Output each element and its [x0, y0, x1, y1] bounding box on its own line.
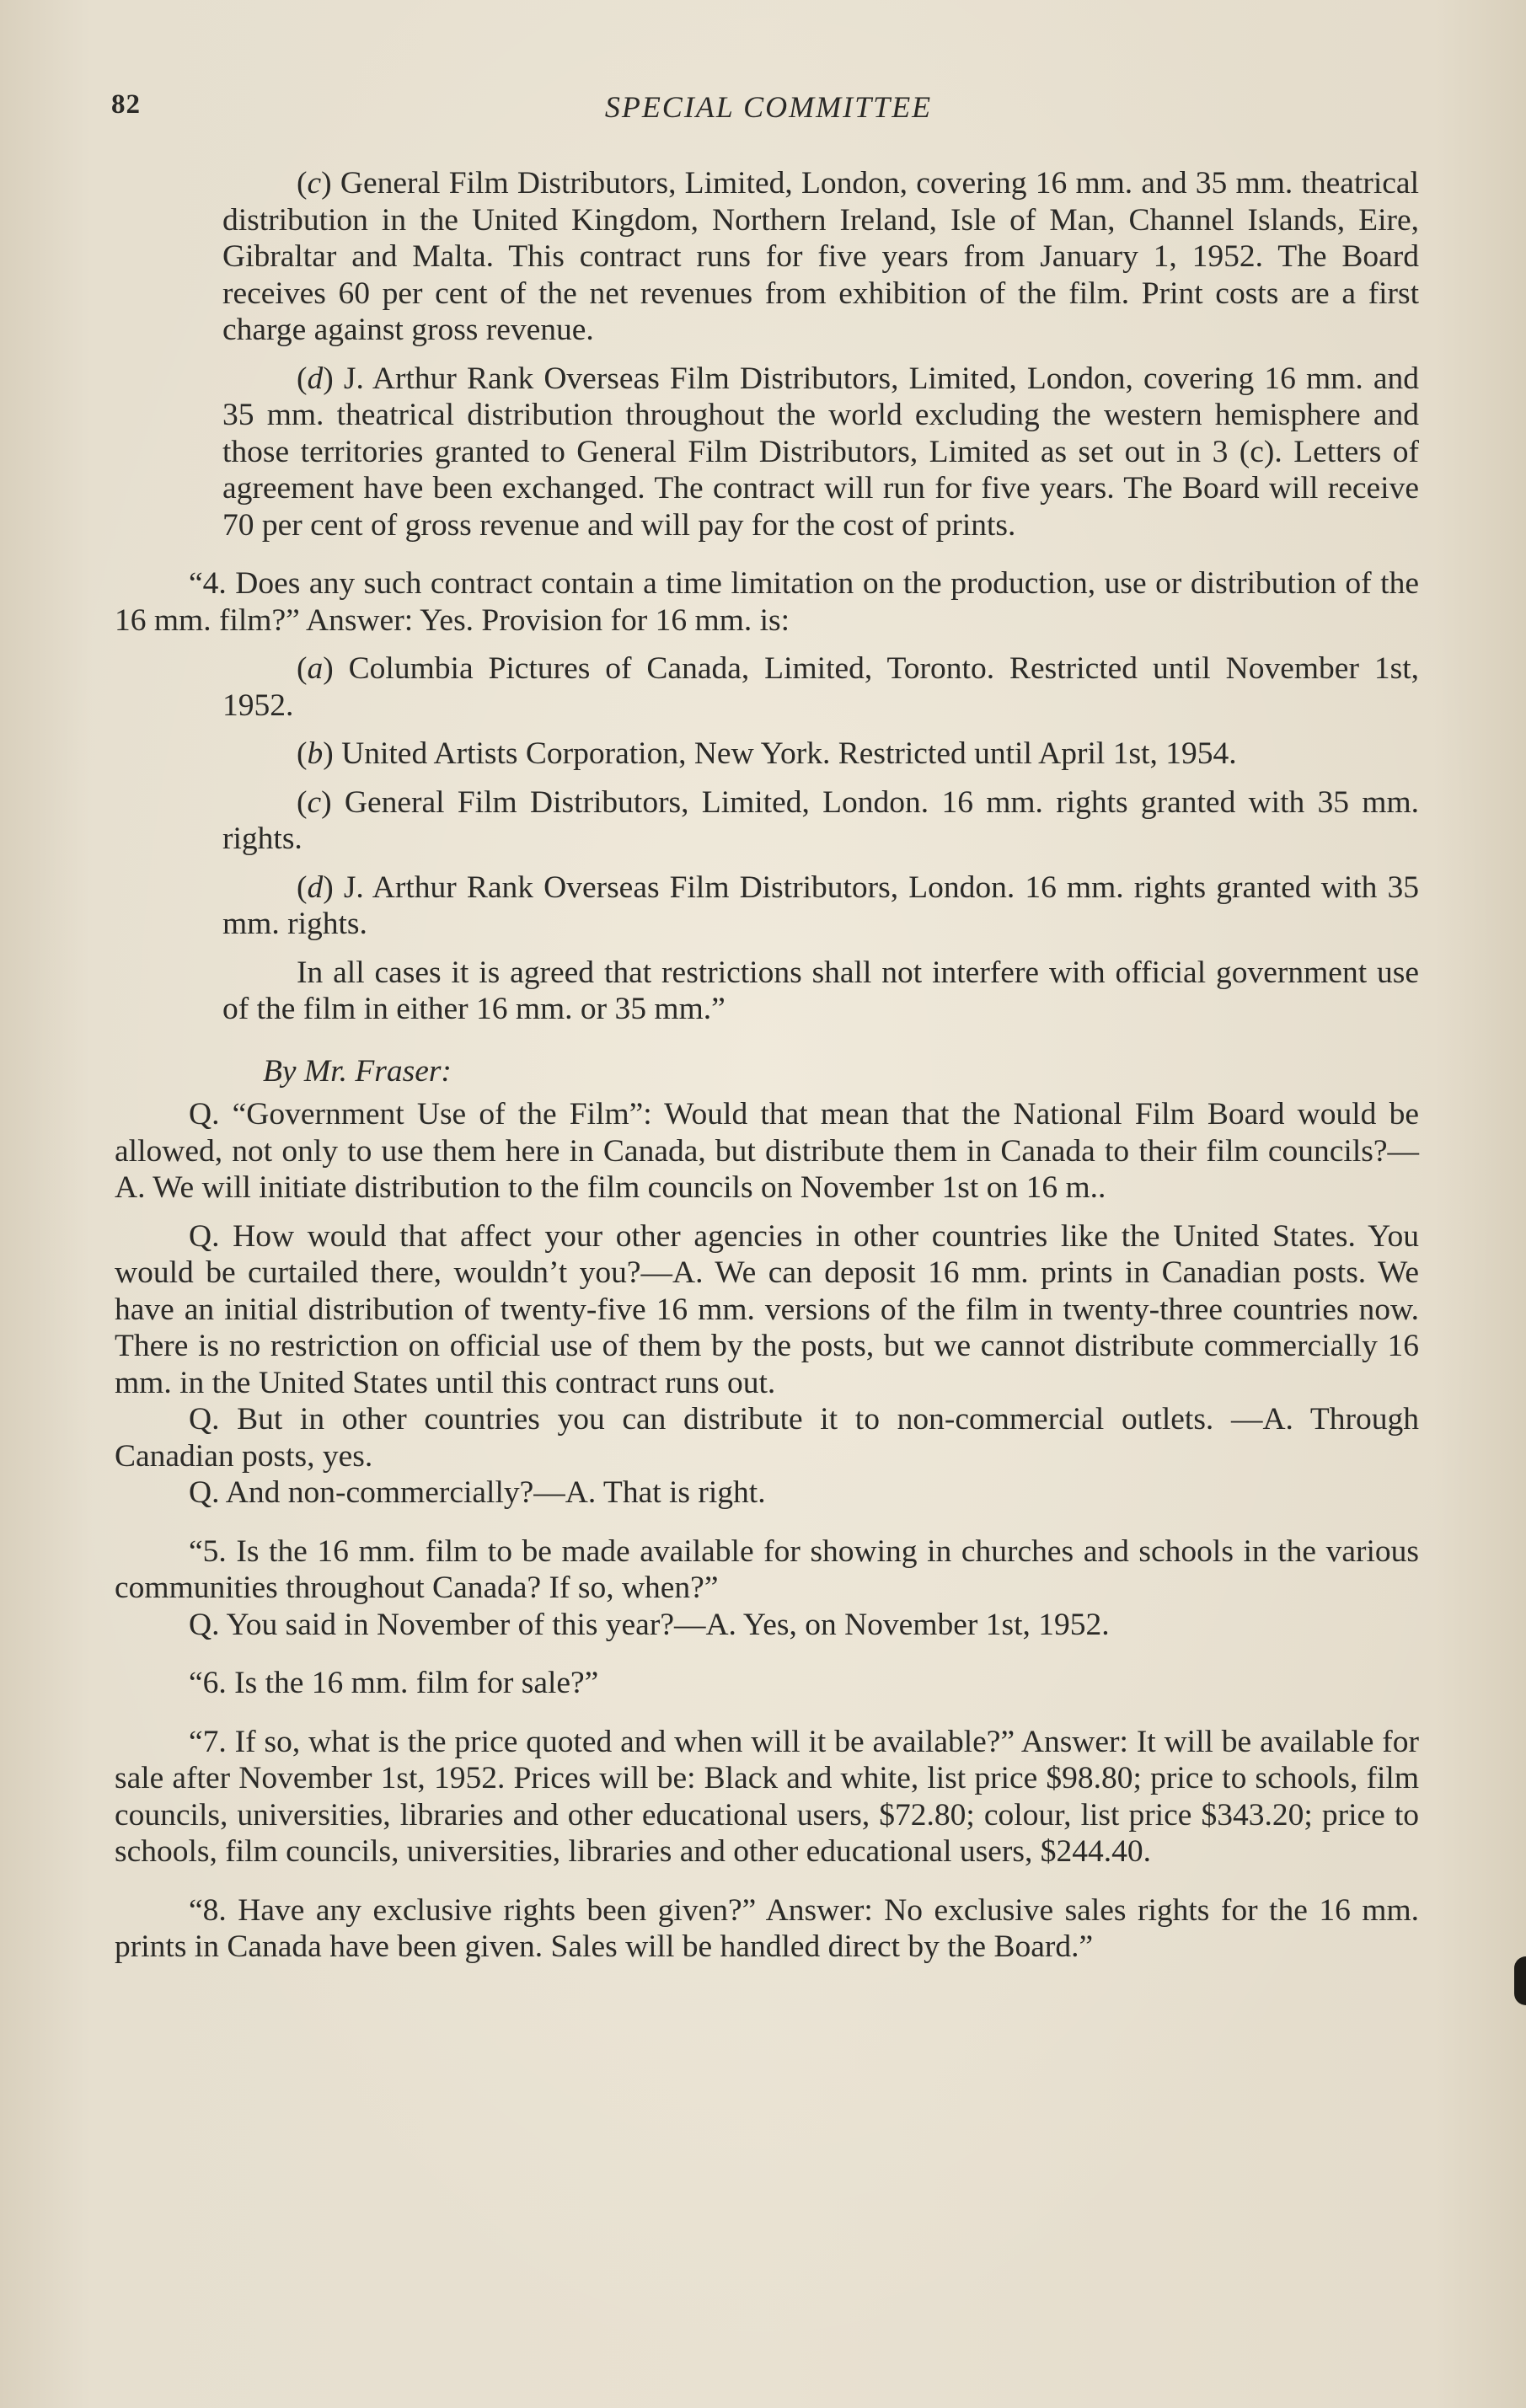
running-head: SPECIAL COMMITTEE [604, 90, 933, 124]
question-4: “4. Does any such contract contain a time limitation on the production, use or distribution of the 16 mm. film?” Answer: Yes. Provision for 16 mm. is: [115, 566, 1419, 638]
question-6: “6. Is the 16 mm. film for sale?” [189, 1666, 599, 1700]
question-7: “7. If so, what is the price quoted and when will it be available?” Answer: It will be available for sale after November 1st, 1952. Prices will be: Black and white, list price $98.80; price to schools, film councils, universities, libraries and other educational users, $72.80; colour, list price $343.20; price to schools, film councils, universities, libraries and other educational users, $244.40. [115, 1724, 1419, 1869]
answer-4a: (a) Columbia Pictures of Canada, Limited, Toronto. Restricted until November 1st, 1952. [222, 651, 1419, 723]
qa-other-agencies: Q. How would that affect your other agencies in other countries like the United States. You would be curtailed there, wouldn’t you?—A. We can deposit 16 mm. prints in Canadian posts. We have an initial distribution of twenty-five 16 mm. versions of the film in twenty-three countries now. There is no restriction on official use of them by the posts, but we cannot distribute commercially 16 mm. in the United States until this contract runs out. [115, 1218, 1419, 1400]
paragraph-text: J. Arthur Rank Overseas Film Distributors, Limited, London, covering 16 mm. and 35 mm. theatrical distribution throughout the world excluding the western hemisphere and those territories granted to General Film Distributors, Limited as set out in 3 (c). Letters of agreement have been exchanged. The contract will run for five years. The Board will receive 70 per cent of gross revenue and will pay for the cost of prints. [222, 361, 1419, 543]
answer-4d: (d) J. Arthur Rank Overseas Film Distributors, London. 16 mm. rights granted with 35 mm. rights. [222, 870, 1419, 941]
qa-november: Q. You said in November of this year?—A. Yes, on November 1st, 1952. [189, 1607, 1110, 1642]
qa-non-commercial-outlets: Q. But in other countries you can distribute it to non-commercial outlets. —A. Through Canadian posts, yes. [115, 1402, 1419, 1474]
binding-mark [1514, 1956, 1526, 2005]
item-label: d [307, 361, 324, 396]
paragraph-text: United Artists Corporation, New York. Restricted until April 1st, 1954. [341, 736, 1237, 771]
answer-4b: (b) United Artists Corporation, New York. Restricted until April 1st, 1954. [297, 736, 1237, 771]
paragraph-text: J. Arthur Rank Overseas Film Distributors, London. 16 mm. rights granted with 35 mm. rights. [222, 870, 1419, 941]
question-8: “8. Have any exclusive rights been given?” Answer: No exclusive sales rights for the 16 mm. prints in Canada have been given. Sales will be handled direct by the Board.” [115, 1892, 1419, 1964]
answer-4-note: In all cases it is agreed that restrictions shall not interfere with official government use of the film in either 16 mm. or 35 mm.” [222, 955, 1419, 1026]
item-label: d [307, 870, 324, 905]
item-label: a [307, 651, 324, 686]
paragraph-text: General Film Distributors, Limited, London, covering 16 mm. and 35 mm. theatrical distribution in the United Kingdom, Northern Ireland, Isle of Man, Channel Islands, Eire, Gibraltar and Malta. This contract runs for five years from January 1, 1952. The Board receives 60 per cent of the net revenues from exhibition of the film. Print costs are a first charge against gross revenue. [222, 166, 1419, 347]
answer-4c: (c) General Film Distributors, Limited, London. 16 mm. rights granted with 35 mm. rights. [222, 784, 1419, 856]
paragraph-text: General Film Distributors, Limited, London. 16 mm. rights granted with 35 mm. rights. [222, 784, 1419, 856]
byline: By Mr. Fraser: [263, 1053, 452, 1089]
qa-government-use: Q. “Government Use of the Film”: Would that mean that the National Film Board would be allowed, not only to use them here in Canada, but distribute them in Canada to their film councils?—A. We will initiate distribution to the film councils on November 1st on 16 m.. [115, 1097, 1419, 1205]
body-text [115, 165, 1419, 1966]
paragraph-text: Columbia Pictures of Canada, Limited, Toronto. Restricted until November 1st, 1952. [222, 651, 1419, 723]
page-number: 82 [111, 89, 141, 120]
item-label: c [307, 784, 322, 820]
paragraph-3d: (d) J. Arthur Rank Overseas Film Distributors, Limited, London, covering 16 mm. and 35 mm. theatrical distribution throughout the world excluding the western hemisphere and those territories granted to General Film Distributors, Limited as set out in 3 (c). Letters of agreement have been exchanged. The contract will run for five years. The Board will receive 70 per cent of gross revenue and will pay for the cost of prints. [222, 361, 1419, 543]
page-header [111, 89, 1426, 131]
item-label: c [307, 166, 322, 201]
qa-non-commercially: Q. And non-commercially?—A. That is right. [189, 1475, 766, 1510]
paragraph-3c: (c) General Film Distributors, Limited, London, covering 16 mm. and 35 mm. theatrical distribution in the United Kingdom, Northern Ireland, Isle of Man, Channel Islands, Eire, Gibraltar and Malta. This contract runs for five years from January 1, 1952. The Board receives 60 per cent of the net revenues from exhibition of the film. Print costs are a first charge against gross revenue. [222, 166, 1419, 347]
item-label: b [307, 736, 324, 771]
question-5: “5. Is the 16 mm. film to be made available for showing in churches and schools in the various communities throughout Canada? If so, when?” [115, 1533, 1419, 1605]
